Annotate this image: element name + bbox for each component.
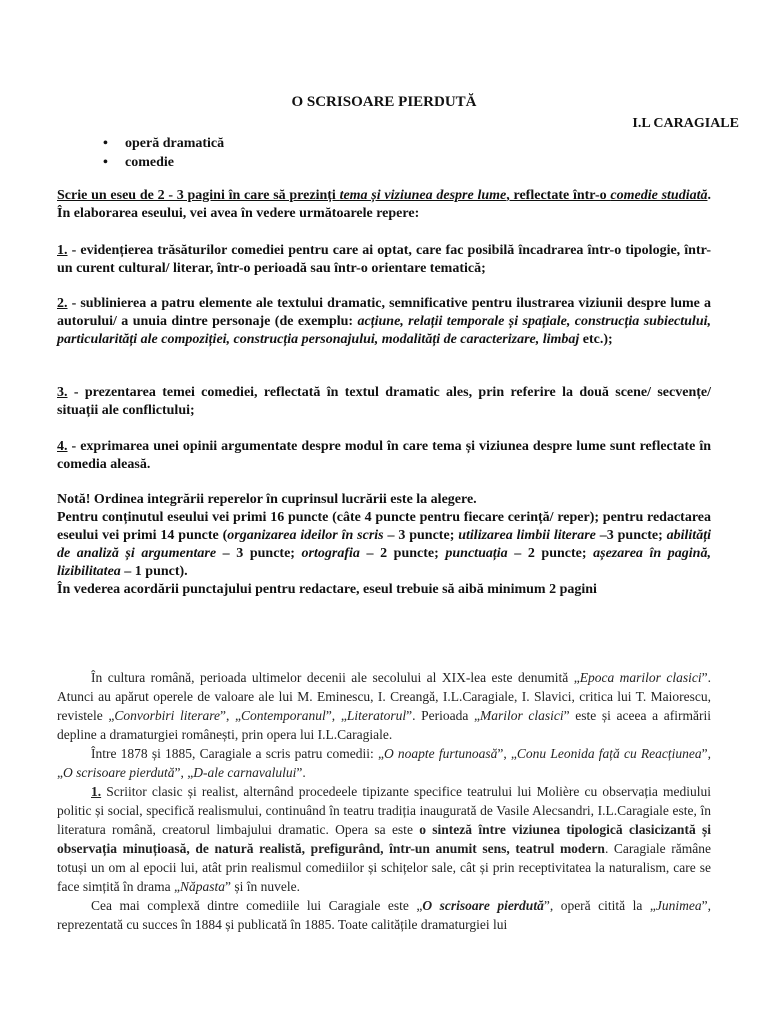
requirement-4: 4. - exprimarea unei opinii argumentate despre modul în care tema și viziunea despre lume sunt reflectate în comedia aleasă. <box>57 439 711 472</box>
requirement-number: 2. <box>57 296 68 311</box>
essay-paragraph: Cea mai complexă dintre comediile lui Caragiale este „O scrisoare pierdută”, operă citită la „Junimea”, reprezentată cu succes în 1884 și publicată în 1885. Toate calitățile dramaturgiei lui <box>57 898 711 932</box>
genre-list <box>103 134 224 172</box>
task-intro: Scrie un eseu de 2 - 3 pagini în care să prezinți tema și viziunea despre lume, reflectate într-o comedie studiată. În elaborarea eseului, vei avea în vedere următoarele repere: <box>57 188 711 221</box>
essay-paragraph: În cultura română, perioada ultimelor decenii ale secolului al XIX-lea este denumită „Epoca marilor clasici”. Atunci au apărut operele de valoare ale lui M. Eminescu, I. Creangă, I.L.Caragiale, I. Slavici, critica lui T. Maiorescu, revistele „Convorbiri literare”, „Contemporanul”, „Literatorul”. Perioada „Marilor clasici” este și aceea a afirmării depline a dramaturgiei românești, prin opera lui I.L.Caragiale. <box>57 670 712 742</box>
essay-paragraph: 1. Scriitor clasic și realist, alternând procedeele tipizante specifice teatrului lui Molière cu observația mediului politic și social, specifică realismului, continuând în teatru tradiția inaugurată de Vasile Alecsandri, I.L.Caragiale este, în literatura română, creatorul limbajului dramatic. Opera sa este o sinteză între viziunea tipologică clasicizantă și observația minuțioasă, de natură realistă, prefigurând, într-un anumit sens, teatrul modern. Caragiale rămâne totuși un om al epocii lui, atât prin realismul comediilor și schițelor sale, cât și prin receptivitatea la naturalism, care se face simțită în drama „Năpasta” și în nuvele. <box>57 784 711 894</box>
list-item: • comedie <box>103 153 224 172</box>
author-name: I.L CARAGIALE <box>632 116 739 131</box>
list-item: • operă dramatică <box>103 134 224 153</box>
requirement-2: 2. - sublinierea a patru elemente ale textului dramatic, semnificative pentru ilustrarea viziunii despre lume a autorului/ a unuia dintre personaje (de exemplu: acțiune, relații temporale și spațiale, construcția subiectului, particularități ale compoziției, construcția personajului, modalități de caracterizare, limbaj etc.); <box>57 296 712 347</box>
essay-paragraph: Între 1878 și 1885, Caragiale a scris patru comedii: „O noapte furtunoasă”, „Conu Leonida față cu Reacțiunea”, „O scrisoare pierdută”, „D-ale carnavalului”. <box>57 746 711 780</box>
requirement-number: 3. <box>57 385 68 400</box>
requirement-3: 3. - prezentarea temei comediei, reflectată în textul dramatic ales, prin referire la două scene/ secvențe/ situații ale conflictului; <box>57 385 711 418</box>
requirement-1: 1. - evidențierea trăsăturilor comediei pentru care ai optat, care fac posibilă încadrarea într-o tipologie, într-un curent cultural/ literar, într-o perioadă sau într-o orientare tematică; <box>57 243 711 276</box>
grading-note: Notă! Ordinea integrării reperelor în cuprinsul lucrării este la alegere. Pentru conținutul eseului vei primi 16 puncte (câte 4 puncte pentru fiecare cerință/ reper); pentru redactarea eseului vei primi 14 puncte (organizarea ideilor în scris – 3 puncte; utilizarea limbii literare –3 puncte; abilități de analiză și argumentare – 3 puncte; ortografia – 2 puncte; punctuația – 2 puncte; așezarea în pagină, lizibilitatea – 1 punct). În vederea acordării punctajului pentru redactare, eseul trebuie să aibă minimum 2 pagini <box>57 492 711 597</box>
essay-text <box>57 668 711 934</box>
grading-details: Pentru conținutul eseului vei primi 16 puncte (câte 4 puncte pentru fiecare cerință/ reper); pentru redactarea eseului vei primi 14 puncte (organizarea ideilor în scris – 3 puncte; utilizarea limbii literare –3 puncte; abilități de analiză și argumentare – 3 puncte; ortografia – 2 puncte; punctuația – 2 puncte; așezarea în pagină, lizibilitatea – 1 punct). <box>57 510 711 579</box>
requirement-number: 1. <box>57 243 68 258</box>
requirement-number: 4. <box>57 439 68 454</box>
document-title: O SCRISOARE PIERDUTĂ <box>291 94 477 110</box>
